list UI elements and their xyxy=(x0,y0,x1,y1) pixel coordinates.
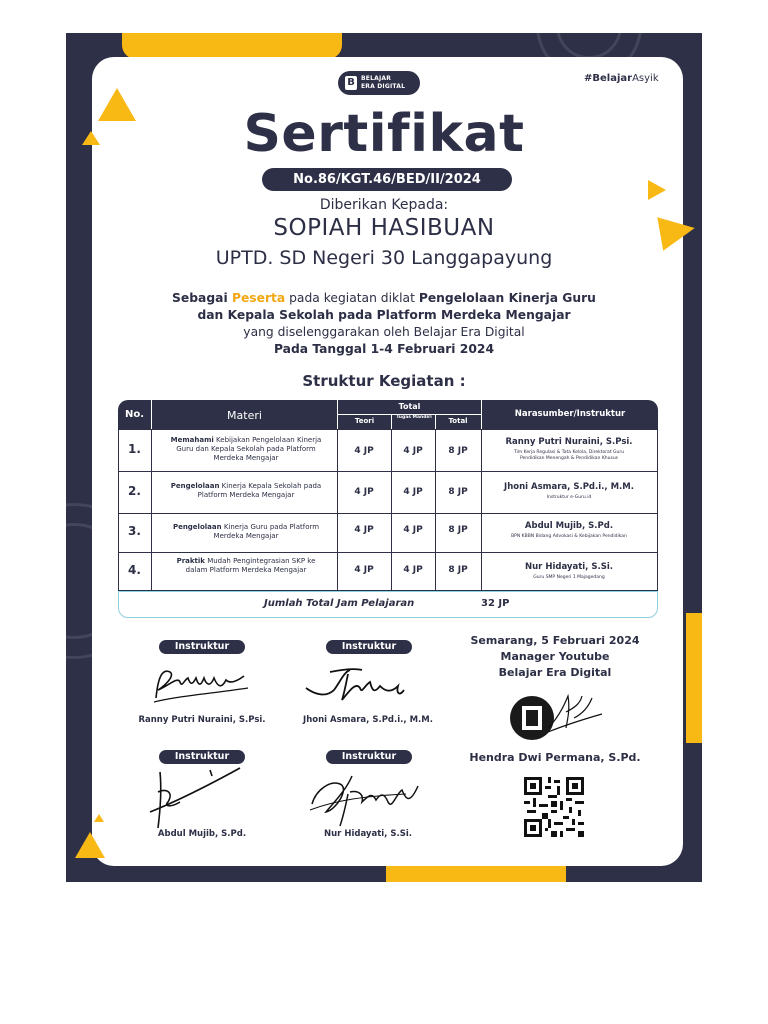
row-total: 8 JP xyxy=(448,525,468,535)
header-narasumber: Narasumber/Instruktur xyxy=(514,409,626,419)
table-header-no xyxy=(118,400,151,430)
instruktur-pill: Instruktur xyxy=(159,640,245,654)
row-materi xyxy=(166,557,326,575)
table-line xyxy=(118,552,658,553)
row-number: 1. xyxy=(128,442,141,456)
signature-ranny xyxy=(148,658,258,708)
row-number: 2. xyxy=(128,484,141,498)
decor-triangle xyxy=(648,180,666,200)
materi-rest: Kinerja Guru pada Platform Merdeka Mengajar xyxy=(213,523,320,540)
materi-rest: Mudah Pengintegrasian SKP ke dalam Platform Merdeka Mengajar xyxy=(185,557,316,574)
certificate-number: No.86/KGT.46/BED/II/2024 xyxy=(262,168,512,191)
desc-role: Peserta xyxy=(231,291,286,305)
row-teori: 4 JP xyxy=(354,487,374,497)
given-to-label: Diberikan Kepada: xyxy=(319,197,449,213)
materi-bold: Pengelolaan xyxy=(172,523,222,531)
manager-name: Hendra Dwi Permana, S.Pd. xyxy=(469,751,641,764)
hashtag-normal: Asyik xyxy=(632,73,659,84)
row-narasumber-name: Abdul Mujib, S.Pd. xyxy=(524,521,614,531)
row-total: 8 JP xyxy=(448,565,468,575)
materi-bold: Pengelolaan xyxy=(170,482,220,490)
decor-yellow-tab-top xyxy=(122,33,342,59)
decor-triangle xyxy=(98,88,136,121)
table-line xyxy=(118,471,658,472)
desc-course-line1: Pengelolaan Kinerja Guru xyxy=(418,291,596,305)
table-header-materi xyxy=(152,400,337,430)
hashtag xyxy=(584,73,659,84)
row-materi xyxy=(166,523,326,541)
row-materi xyxy=(166,482,326,500)
brand-logo xyxy=(338,71,420,95)
qr-code xyxy=(524,777,584,837)
brand-logo-text xyxy=(361,75,405,91)
decor-triangle xyxy=(82,131,100,145)
row-tugas: 4 JP xyxy=(403,565,423,575)
certificate-description xyxy=(120,290,648,358)
row-teori: 4 JP xyxy=(354,565,374,575)
row-narasumber-role: BPN KBBN Bidang Advokasi & Kebijakan Pendidikan xyxy=(511,534,627,539)
row-tugas: 4 JP xyxy=(403,525,423,535)
instruktur-pill: Instruktur xyxy=(159,750,245,764)
row-teori: 4 JP xyxy=(354,446,374,456)
desc-organizer: yang diselenggarakan oleh Belajar Era Digital xyxy=(243,325,525,339)
table-header-total-group xyxy=(338,400,481,430)
decor-triangle xyxy=(94,814,104,822)
desc-prefix: Sebagai xyxy=(172,291,232,305)
row-narasumber-name: Jhoni Asmara, S.Pd.i., M.M. xyxy=(504,482,634,492)
manager-block xyxy=(460,633,650,681)
row-narasumber-role: Instruktur e-Guru.id xyxy=(546,495,592,500)
table-line xyxy=(151,429,152,591)
manager-organization: Belajar Era Digital xyxy=(498,666,612,679)
row-tugas: 4 JP xyxy=(403,487,423,497)
row-total: 8 JP xyxy=(448,487,468,497)
signature-name: Nur Hidayati, S.Si. xyxy=(324,829,412,839)
table-header-narasumber xyxy=(482,400,658,430)
brand-line-2: ERA DIGITAL xyxy=(361,83,406,90)
structure-title: Struktur Kegiatan : xyxy=(302,372,466,390)
signature-nur xyxy=(306,770,426,830)
decor-yellow-tab-bottom xyxy=(386,865,566,882)
signature-abdul xyxy=(140,762,250,832)
table-body xyxy=(118,429,658,591)
table-line xyxy=(118,513,658,514)
materi-rest: Kebijakan Pengelolaan Kinerja Guru dan Kepala Sekolah pada Platform Merdeka Mengajar xyxy=(176,436,322,462)
total-label: Jumlah Total Jam Pelajaran xyxy=(264,598,415,609)
desc-course-line2: dan Kepala Sekolah pada Platform Merdeka Mengajar xyxy=(197,308,571,322)
instruktur-pill: Instruktur xyxy=(326,640,412,654)
row-materi xyxy=(166,436,326,463)
signature-name: Ranny Putri Nuraini, S.Psi. xyxy=(138,715,266,725)
header-tugas: Tugas Mandiri xyxy=(396,415,432,420)
recipient-school: UPTD. SD Negeri 30 Langgapayung xyxy=(215,247,553,269)
signature-name: Abdul Mujib, S.Pd. xyxy=(157,829,247,839)
brand-line-1: BELAJAR xyxy=(361,75,392,82)
signature-jhoni xyxy=(300,660,410,710)
row-teori: 4 JP xyxy=(354,525,374,535)
row-number: 3. xyxy=(128,524,141,538)
materi-bold: Praktik xyxy=(176,557,205,565)
total-value: 32 JP xyxy=(481,598,510,609)
materi-rest: Kinerja Kepala Sekolah pada Platform Merdeka Mengajar xyxy=(197,482,322,499)
header-no: No. xyxy=(124,409,145,420)
instruktur-pill: Instruktur xyxy=(326,750,412,764)
header-teori: Teori xyxy=(354,417,375,425)
table-line xyxy=(657,429,658,591)
decor-triangle xyxy=(657,211,697,251)
materi-bold: Memahami xyxy=(170,436,214,444)
table-total-row xyxy=(118,591,658,618)
header-materi: Materi xyxy=(227,409,262,422)
header-total: Total xyxy=(448,417,468,425)
row-narasumber-role: Guru SMP Negeri 1 Majagedang xyxy=(533,575,605,580)
signature-name: Jhoni Asmara, S.Pd.i., M.M. xyxy=(303,715,433,725)
brand-logo-icon: B xyxy=(345,76,357,90)
row-narasumber-name: Ranny Putri Nuraini, S.Psi. xyxy=(505,437,633,447)
desc-mid: pada kegiatan diklat xyxy=(285,291,419,305)
row-total: 8 JP xyxy=(448,446,468,456)
row-number: 4. xyxy=(128,563,141,577)
recipient-name: SOPIAH HASIBUAN xyxy=(273,215,495,241)
certificate-title: Sertifikat xyxy=(243,104,525,164)
row-tugas: 4 JP xyxy=(403,446,423,456)
row-narasumber-name: Nur Hidayati, S.Si. xyxy=(525,562,613,572)
desc-date: Pada Tanggal 1-4 Februari 2024 xyxy=(273,342,495,356)
decor-triangle xyxy=(75,832,105,858)
row-narasumber-role: Tim Kerja Regulasi & Tata Kelola, Direktorat Guru Pendidikan Menengah & Pendidikan Khusus xyxy=(513,450,625,461)
decor-yellow-tab-right xyxy=(686,613,702,743)
manager-place-date: Semarang, 5 Februari 2024 xyxy=(470,634,640,647)
hashtag-bold: #Belajar xyxy=(584,73,633,84)
header-total-group: Total xyxy=(398,402,421,411)
manager-position: Manager Youtube xyxy=(500,650,610,663)
organization-seal xyxy=(508,688,608,748)
header-subdivider xyxy=(391,414,392,430)
